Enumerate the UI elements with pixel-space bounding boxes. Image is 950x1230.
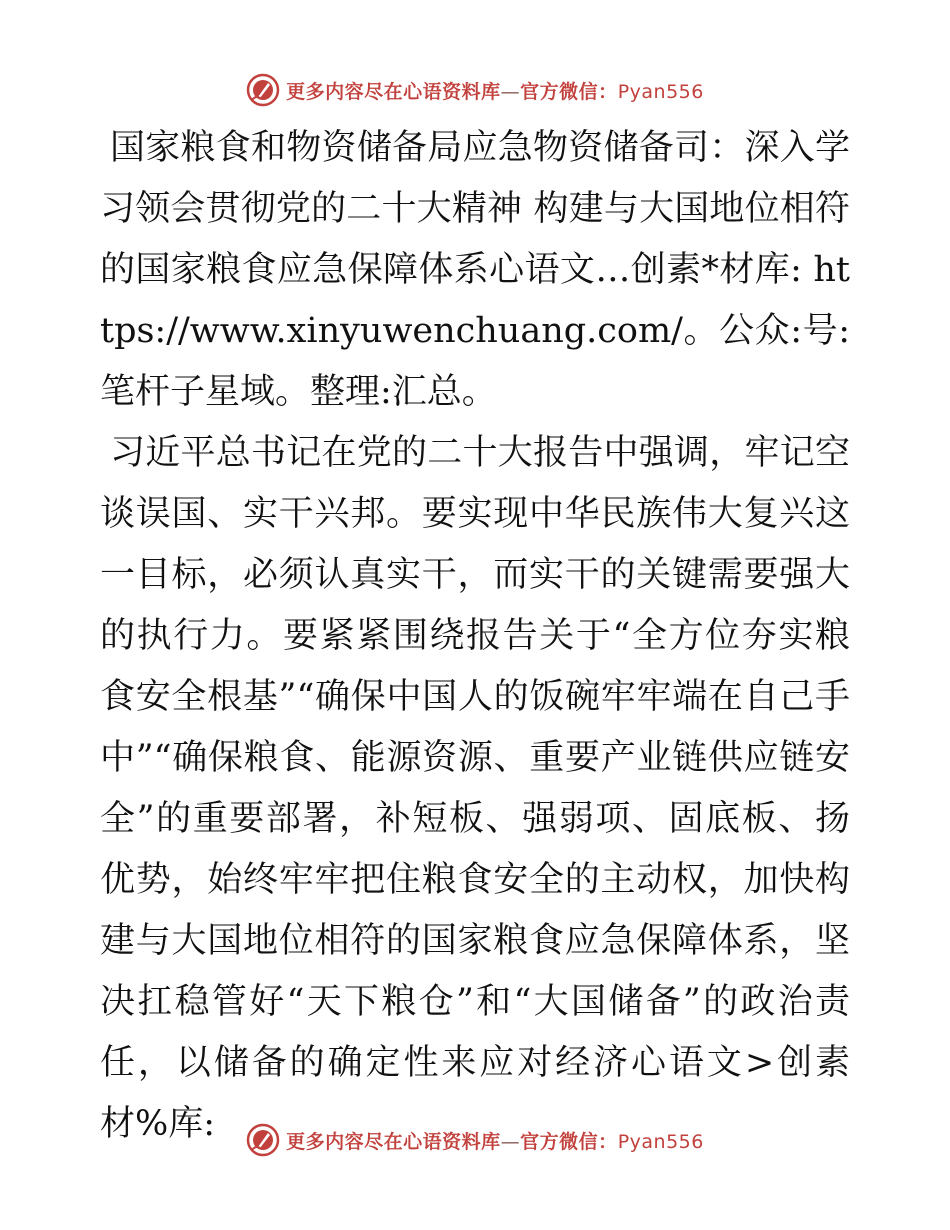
quill-seal-logo-icon: [246, 73, 280, 107]
quill-seal-logo-icon: [246, 1123, 280, 1157]
footer-banner: [0, 1120, 950, 1160]
banner-wechat-id: Pyan556: [617, 1130, 704, 1153]
document-body: [100, 118, 850, 1155]
paragraph-body: 习近平总书记在党的二十大报告中强调，牢记空谈误国、实干兴邦。要实现中华民族伟大复兴这一目标，必须认真实干，而实干的关键需要强大的执行力。要紧紧围绕报告关于“全方位夯实粮食安全根基”“确保中国人的饭碗牢牢端在自己手中”“确保粮食、能源资源、重要产业链供应链安全”的重要部署，补短板、强弱项、固底板、扬优势，始终牢牢把住粮食安全的主动权，加快构建与大国地位相符的国家粮食应急保障体系，坚决扛稳管好“天下粮仓”和“大国储备”的政治责任，以储备的确定性来应对经济心语文>创素材%库:: [100, 433, 850, 1144]
banner-prefix: 更多内容尽在心语资料库: [286, 80, 501, 103]
paragraph-title: 国家粮食和物资储备局应急物资储备司：深入学习领会贯彻党的二十大精神 构建与大国地位相符的国家粮食应急保障体系心语文…创素*材库: https://www.xinyuwenchuang.com/。公众:号: 笔杆子星域。整理:汇总。: [100, 128, 850, 412]
banner-wechat-id: Pyan556: [617, 80, 704, 103]
header-banner: [0, 70, 950, 110]
banner-prefix: 更多内容尽在心语资料库: [286, 1130, 501, 1153]
banner-wechat-label: 官方微信：: [520, 80, 618, 103]
banner-dash: —: [500, 80, 521, 103]
banner-text: [286, 1127, 704, 1154]
banner-text: [286, 77, 704, 104]
banner-dash: —: [500, 1130, 521, 1153]
banner-wechat-label: 官方微信：: [520, 1130, 618, 1153]
